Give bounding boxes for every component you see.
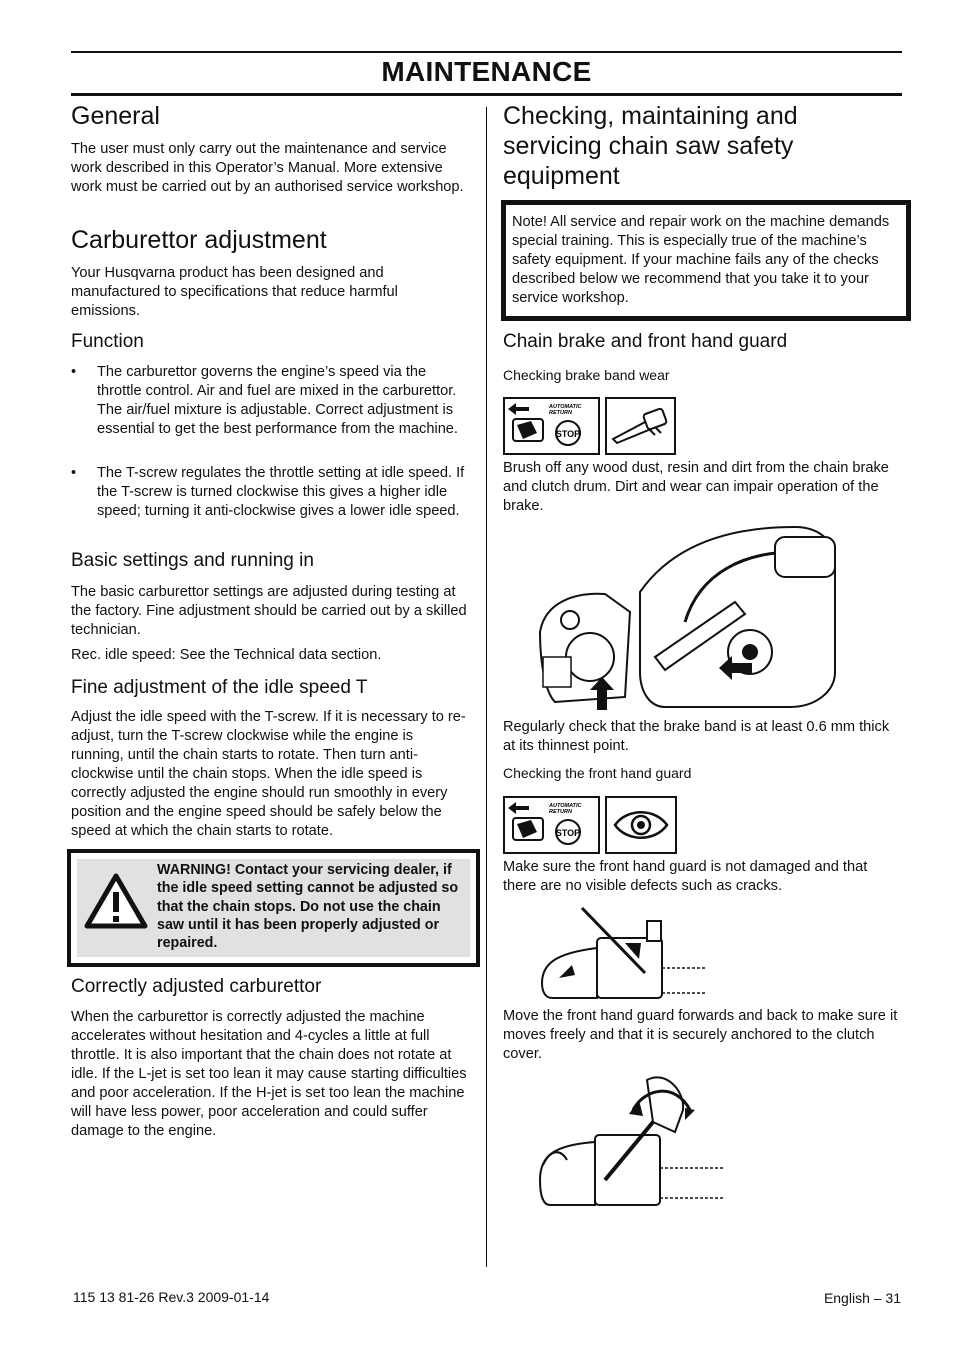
function-heading: Function: [71, 331, 144, 352]
automatic-return-stop-icon: [503, 397, 600, 455]
idle-speed-note: Rec. idle speed: See the Technical data section.: [71, 647, 382, 663]
safety-equipment-heading: Checking, maintaining and servicing chain saw safety equipment: [503, 102, 798, 190]
hand-guard-movement-body: Move the front hand guard forwards and back to make sure it moves freely and that it is securely anchored to the clutch cover.: [503, 1008, 898, 1062]
automatic-return-stop-icon: [503, 796, 600, 854]
document-code: 115 13 81-26 Rev.3 2009-01-14: [73, 1289, 270, 1305]
note-text: Note! All service and repair work on the machine demands special training. This is especially true of the machine’s safety equipment. If your machine fails any of the checks described below we recommend that you take it to your service workshop.: [512, 214, 890, 306]
svg-text:AUTOMATIC: AUTOMATIC: [549, 803, 582, 809]
fine-adjustment-body: Adjust the idle speed with the T-screw. If it is necessary to re-adjust, turn the T-screw clockwise while the engine is running, until the chain starts to rotate. Then turn anti-clockwise until the chain stops. When the idle speed is correctly adjusted the engine should run smoothly in every position and the engine speed should be safely below the speed at which the chain starts to rotate.: [71, 709, 466, 839]
svg-text:STOP: STOP: [555, 828, 581, 838]
warning-triangle-icon: [84, 873, 148, 929]
hand-guard-inspect-body: Make sure the front hand guard is not damaged and that there are no visible defects such as cracks.: [503, 859, 868, 894]
brake-band-subheading: Checking brake band wear: [503, 367, 670, 383]
general-heading: General: [71, 102, 160, 130]
column-divider: [486, 107, 487, 1267]
chain-brake-heading: Chain brake and front hand guard: [503, 331, 788, 352]
eye-inspection-icon: [605, 796, 677, 854]
correct-carburettor-heading: Correctly adjusted carburettor: [71, 976, 322, 997]
brake-clean-body: Brush off any wood dust, resin and dirt from the chain brake and clutch drum. Dirt and wear can impair operation of the brake.: [503, 460, 889, 514]
function-bullet-1: • The carburettor governs the engine’s speed via the throttle control. Air and fuel are mixed in the carburettor. The air/fuel mixture is adjustable. Correct adjustment is essential to get the best performance from the machine.: [71, 363, 469, 463]
hand-guard-movement-illustration: [535, 1070, 730, 1210]
brake-band-thickness-body: Regularly check that the brake band is at least 0.6 mm thick at its thinnest point.: [503, 719, 890, 754]
svg-text:AUTOMATIC: AUTOMATIC: [549, 404, 582, 410]
warning-text: WARNING! Contact your servicing dealer, if the idle speed setting cannot be adjusted so that the chain stops. Do not use the chain saw until it has been properly adjusted or repaired.: [157, 862, 459, 952]
hand-guard-inspection-illustration: [537, 903, 707, 1003]
basic-settings-heading: Basic settings and running in: [71, 550, 314, 571]
fine-adjustment-heading: Fine adjustment of the idle speed T: [71, 677, 368, 698]
correct-carburettor-body: When the carburettor is correctly adjusted the machine accelerates without hesitation and 4-cycles a little at full throttle. It is also important that the chain does not rotate at idle. If the L-jet is set too lean it may cause starting difficulties and poor acceleration. If the H-jet is set too lean the machine will have less power, poor acceleration and could suffer damage to the engine.: [71, 1009, 467, 1139]
chainsaw-clutch-illustration: [535, 522, 843, 712]
bullet-text: The T-screw regulates the throttle setting at idle speed. If the T-screw is turned clockwise this gives a higher idle speed; turning it anti-clockwise gives a lower idle speed.: [97, 465, 465, 519]
carburettor-heading: Carburettor adjustment: [71, 226, 327, 254]
header-rule: [71, 93, 902, 96]
carburettor-body: Your Husqvarna product has been designed and manufactured to specifications that reduce harmful emissions.: [71, 265, 398, 319]
page-number: English – 31: [823, 1290, 901, 1306]
basic-settings-body: The basic carburettor settings are adjusted during testing at the factory. Fine adjustment should be carried out by a skilled technician.: [71, 584, 467, 638]
bullet-text: The carburettor governs the engine’s speed via the throttle control. Air and fuel are mixed in the carburettor. The air/fuel mixture is adjustable. Correct adjustment is essential to get the best performance from the machine.: [97, 364, 458, 437]
svg-text:STOP: STOP: [555, 429, 581, 439]
warning-box: [67, 849, 480, 967]
brush-icon: [605, 397, 676, 455]
svg-text:RETURN: RETURN: [549, 809, 572, 815]
general-body: The user must only carry out the maintenance and service work described in this Operator’s Manual. More extensive work must be carried out by an authorised service workshop.: [71, 141, 464, 195]
front-hand-guard-subheading: Checking the front hand guard: [503, 765, 692, 781]
note-box: [501, 200, 911, 321]
svg-text:RETURN: RETURN: [549, 410, 572, 416]
section-title: MAINTENANCE: [381, 56, 592, 87]
top-rule: [71, 51, 902, 53]
function-bullet-2: • The T-screw regulates the throttle setting at idle speed. If the T-screw is turned clockwise this gives a higher idle speed; turning it anti-clockwise gives a lower idle speed.: [71, 464, 469, 544]
